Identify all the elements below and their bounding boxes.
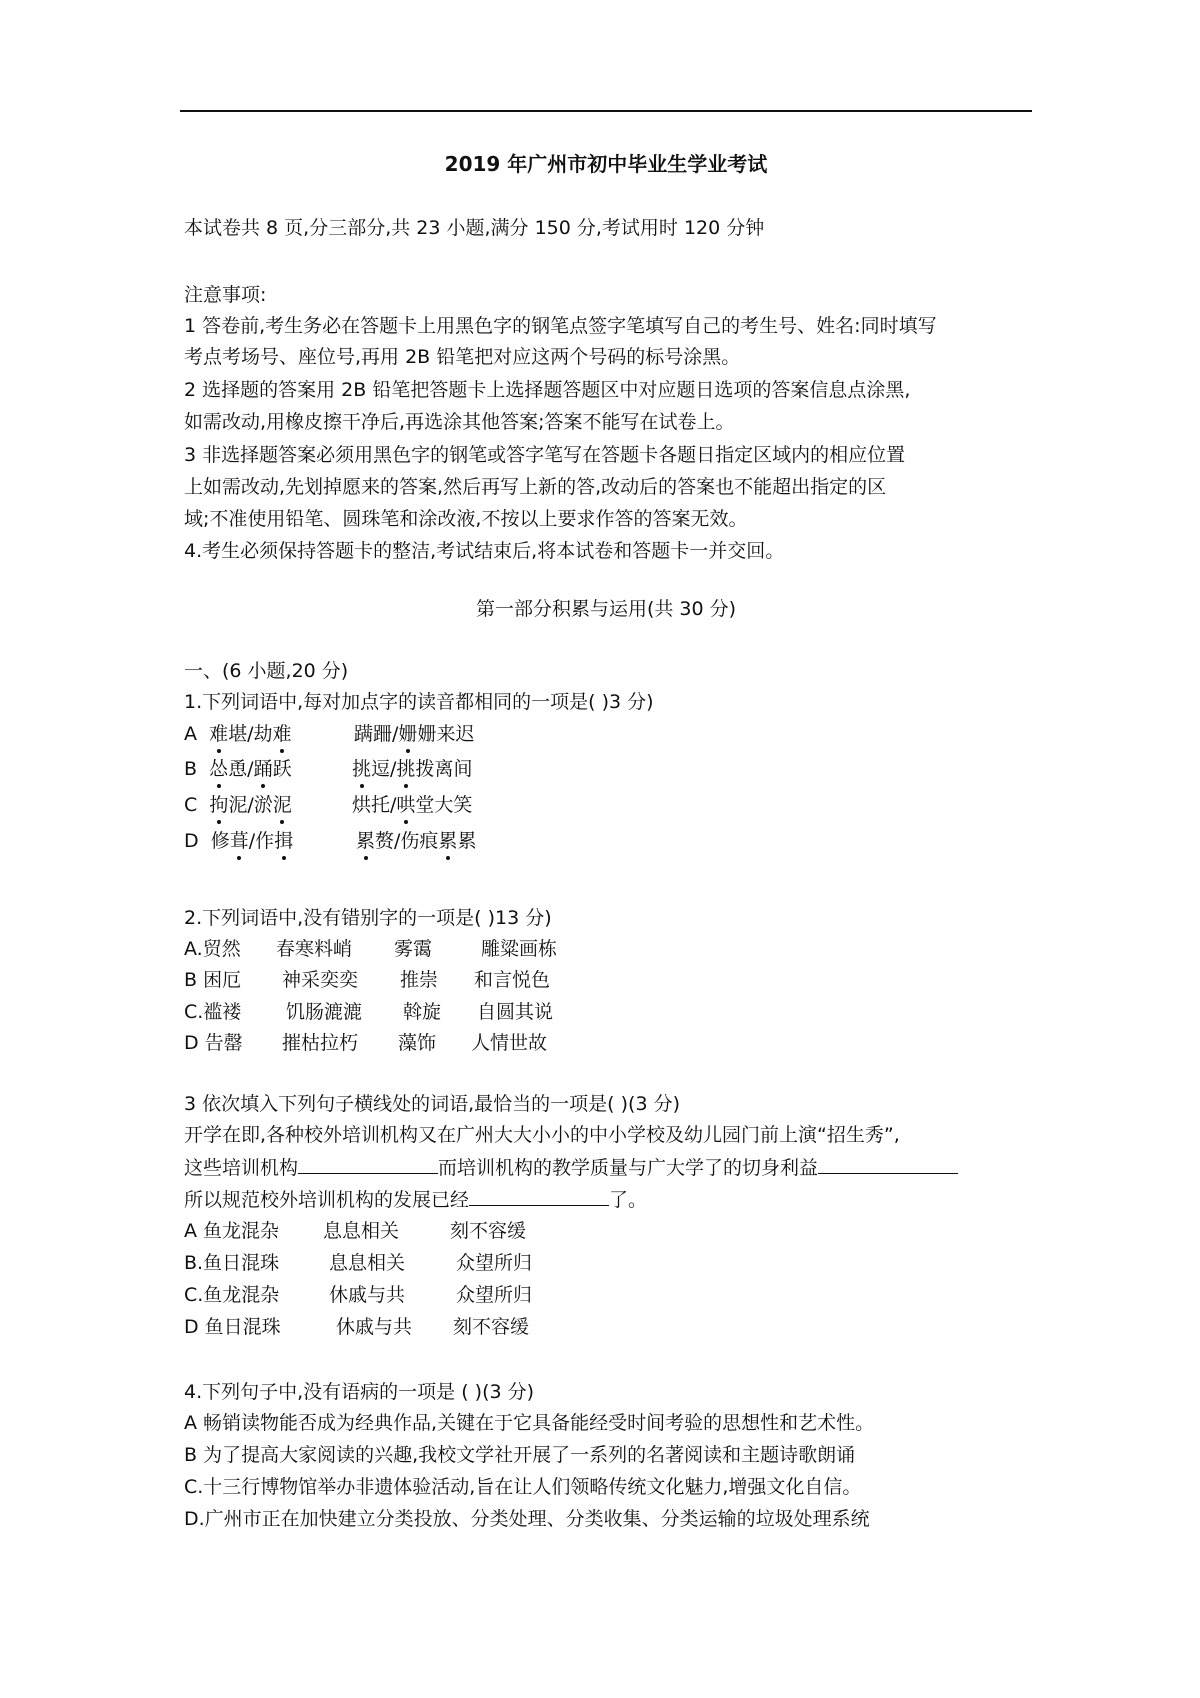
q1-option-b-second: 挑逗/挑拨离间 (352, 758, 473, 780)
fill-blank (298, 1155, 438, 1174)
q3-cell: 众望所归 (456, 1284, 533, 1306)
dotted-char: 累 (438, 830, 458, 852)
q2-cell: 雕粱画栋 (481, 938, 558, 960)
notes-line: 1 答卷前,考生务必在答题卡上用黑色字的钢笔点签字笔填写自己的考生号、姓名:同时填写 (184, 315, 937, 337)
q4-stem: 4.下列句子中,没有语病的一项是 ( )(3 分) (184, 1381, 535, 1403)
q1-option-a: A 难堪/劫难 (184, 723, 292, 745)
dotted-char: 姗 (398, 723, 418, 745)
q2-cell: 人情世故 (471, 1032, 548, 1054)
q2-cell: 神采奕奕 (282, 969, 359, 991)
notes-line: 2 选择题的答案用 2B 铅笔把答题卡上选择题答题区中对应题日选项的答案信息点涂黑, (184, 379, 911, 401)
q3-passage-line: 所以规范校外培训机构的发展已经 了。 (184, 1189, 648, 1211)
q1-option-b: B 怂恿/踊跃 (184, 758, 292, 780)
q2-cell: 春寒料峭 (276, 938, 353, 960)
q4-option: A 畅销读物能否成为经典作品,关键在于它具备能经受时间考验的思想性和艺术性。 (184, 1412, 875, 1434)
notes-line: 3 非选择题答案必须用黑色字的钢笔或答字笔写在答题卡各题日指定区域内的相应位置 (184, 444, 906, 466)
notes-line: 4.考生必须保持答题卡的整洁,考试结束后,将本试卷和答题卡一并交回。 (184, 540, 785, 562)
q1-option-d: D 修葺/作揖 (184, 830, 294, 852)
q3-cell: 休戚与共 (336, 1316, 413, 1338)
dotted-char: 挑 (352, 758, 372, 780)
q1-option-d-second: 累赘/伤痕累累 (356, 830, 477, 852)
dotted-char: 拘 (209, 794, 229, 816)
q2-stem: 2.下列词语中,没有错别字的一项是( )13 分) (184, 907, 552, 929)
q3-passage-line: 开学在即,各种校外培训机构又在广州大大小小的中小学校及幼儿园门前上演“招生秀”, (184, 1124, 900, 1146)
q4-option: B 为了提高大家阅读的兴趣,我校文学社开展了一系列的名著阅读和主题诗歌朗诵 (184, 1444, 856, 1466)
q2-cell: 自圆其说 (477, 1001, 554, 1023)
q2-cell: 斡旋 (403, 1001, 442, 1023)
dotted-char: 哄 (396, 794, 416, 816)
dotted-char: 葺 (229, 830, 249, 852)
dotted-char: 难 (272, 723, 292, 745)
q3-stem: 3 依次填入下列句子横线处的词语,最恰当的一项是( )(3 分) (184, 1093, 680, 1115)
q3-cell: 众望所归 (456, 1252, 533, 1274)
q2-cell: A.贸然 (184, 938, 241, 960)
header-rule (180, 110, 1032, 112)
q2-cell: 饥肠漉漉 (286, 1001, 363, 1023)
dotted-char: 泥 (272, 794, 292, 816)
notes-line: 上如需改动,先划掉愿来的答案,然后再写上新的答,改动后的答案也不能超出指定的区 (184, 476, 887, 498)
dotted-char: 踊 (253, 758, 273, 780)
notes-line: 域;不准使用铅笔、圆珠笔和涂改液,不按以上要求作答的答案无效。 (184, 508, 748, 530)
notes-line: 考点考场号、座位号,再用 2B 铅笔把对应这两个号码的标号涂黑。 (184, 346, 741, 368)
dotted-char: 难 (209, 723, 229, 745)
exam-title: 2019 年广州市初中毕业生学业考试 (444, 152, 768, 176)
notes-line: 如需改动,用橡皮擦干净后,再选涂其他答案;答案不能写在试卷上。 (184, 411, 735, 433)
dotted-char: 怂 (209, 758, 229, 780)
q1-option-a-second: 蹒跚/姗姗来迟 (354, 723, 475, 745)
q2-cell: 雾霭 (394, 938, 433, 960)
q3-passage-line: 这些培训机构 而培训机构的教学质量与广大学了的切身利益 (184, 1155, 958, 1180)
q4-option: C.十三行博物馆举办非遗体验活动,旨在让人们领略传统文化魅力,增强文化自信。 (184, 1476, 862, 1498)
q2-cell: D 告罄 (184, 1032, 243, 1054)
dotted-char: 揖 (274, 830, 294, 852)
q1-stem: 1.下列词语中,每对加点字的读音都相同的一项是( )3 分) (184, 691, 654, 713)
q3-cell: B.鱼日混珠 (184, 1252, 280, 1274)
exam-info: 本试卷共 8 页,分三部分,共 23 小题,满分 150 分,考试用时 120 分钟 (184, 217, 765, 239)
q3-cell: C.鱼龙混杂 (184, 1284, 280, 1306)
fill-blank (469, 1187, 609, 1206)
q3-cell: 息息相关 (323, 1220, 400, 1242)
q1-option-c-second: 烘托/哄堂大笑 (352, 794, 473, 816)
q3-cell: 刻不容缓 (450, 1220, 527, 1242)
q2-cell: 和言悦色 (474, 969, 551, 991)
q2-cell: C.褴褛 (184, 1001, 242, 1023)
notes-heading: 注意事项: (184, 284, 267, 306)
q2-cell: 摧枯拉朽 (282, 1032, 359, 1054)
dotted-char: 挑 (396, 758, 416, 780)
q3-cell: A 鱼龙混杂 (184, 1220, 280, 1242)
q3-cell: D 鱼日混珠 (184, 1316, 281, 1338)
q3-cell: 刻不容缓 (453, 1316, 530, 1338)
fill-blank (818, 1155, 958, 1174)
dotted-char: 累 (356, 830, 376, 852)
q2-cell: B 困厄 (184, 969, 242, 991)
section-heading: 一、(6 小题,20 分) (184, 660, 349, 682)
part1-heading: 第一部分积累与运用(共 30 分) (475, 598, 737, 620)
q1-option-c: C 拘泥/淤泥 (184, 794, 292, 816)
q2-cell: 藻饰 (398, 1032, 437, 1054)
q4-option: D.广州市正在加快建立分类投放、分类处理、分类收集、分类运输的垃圾处理系统 (184, 1508, 870, 1530)
q3-cell: 息息相关 (329, 1252, 406, 1274)
q2-cell: 推崇 (400, 969, 439, 991)
q3-cell: 休戚与共 (329, 1284, 406, 1306)
